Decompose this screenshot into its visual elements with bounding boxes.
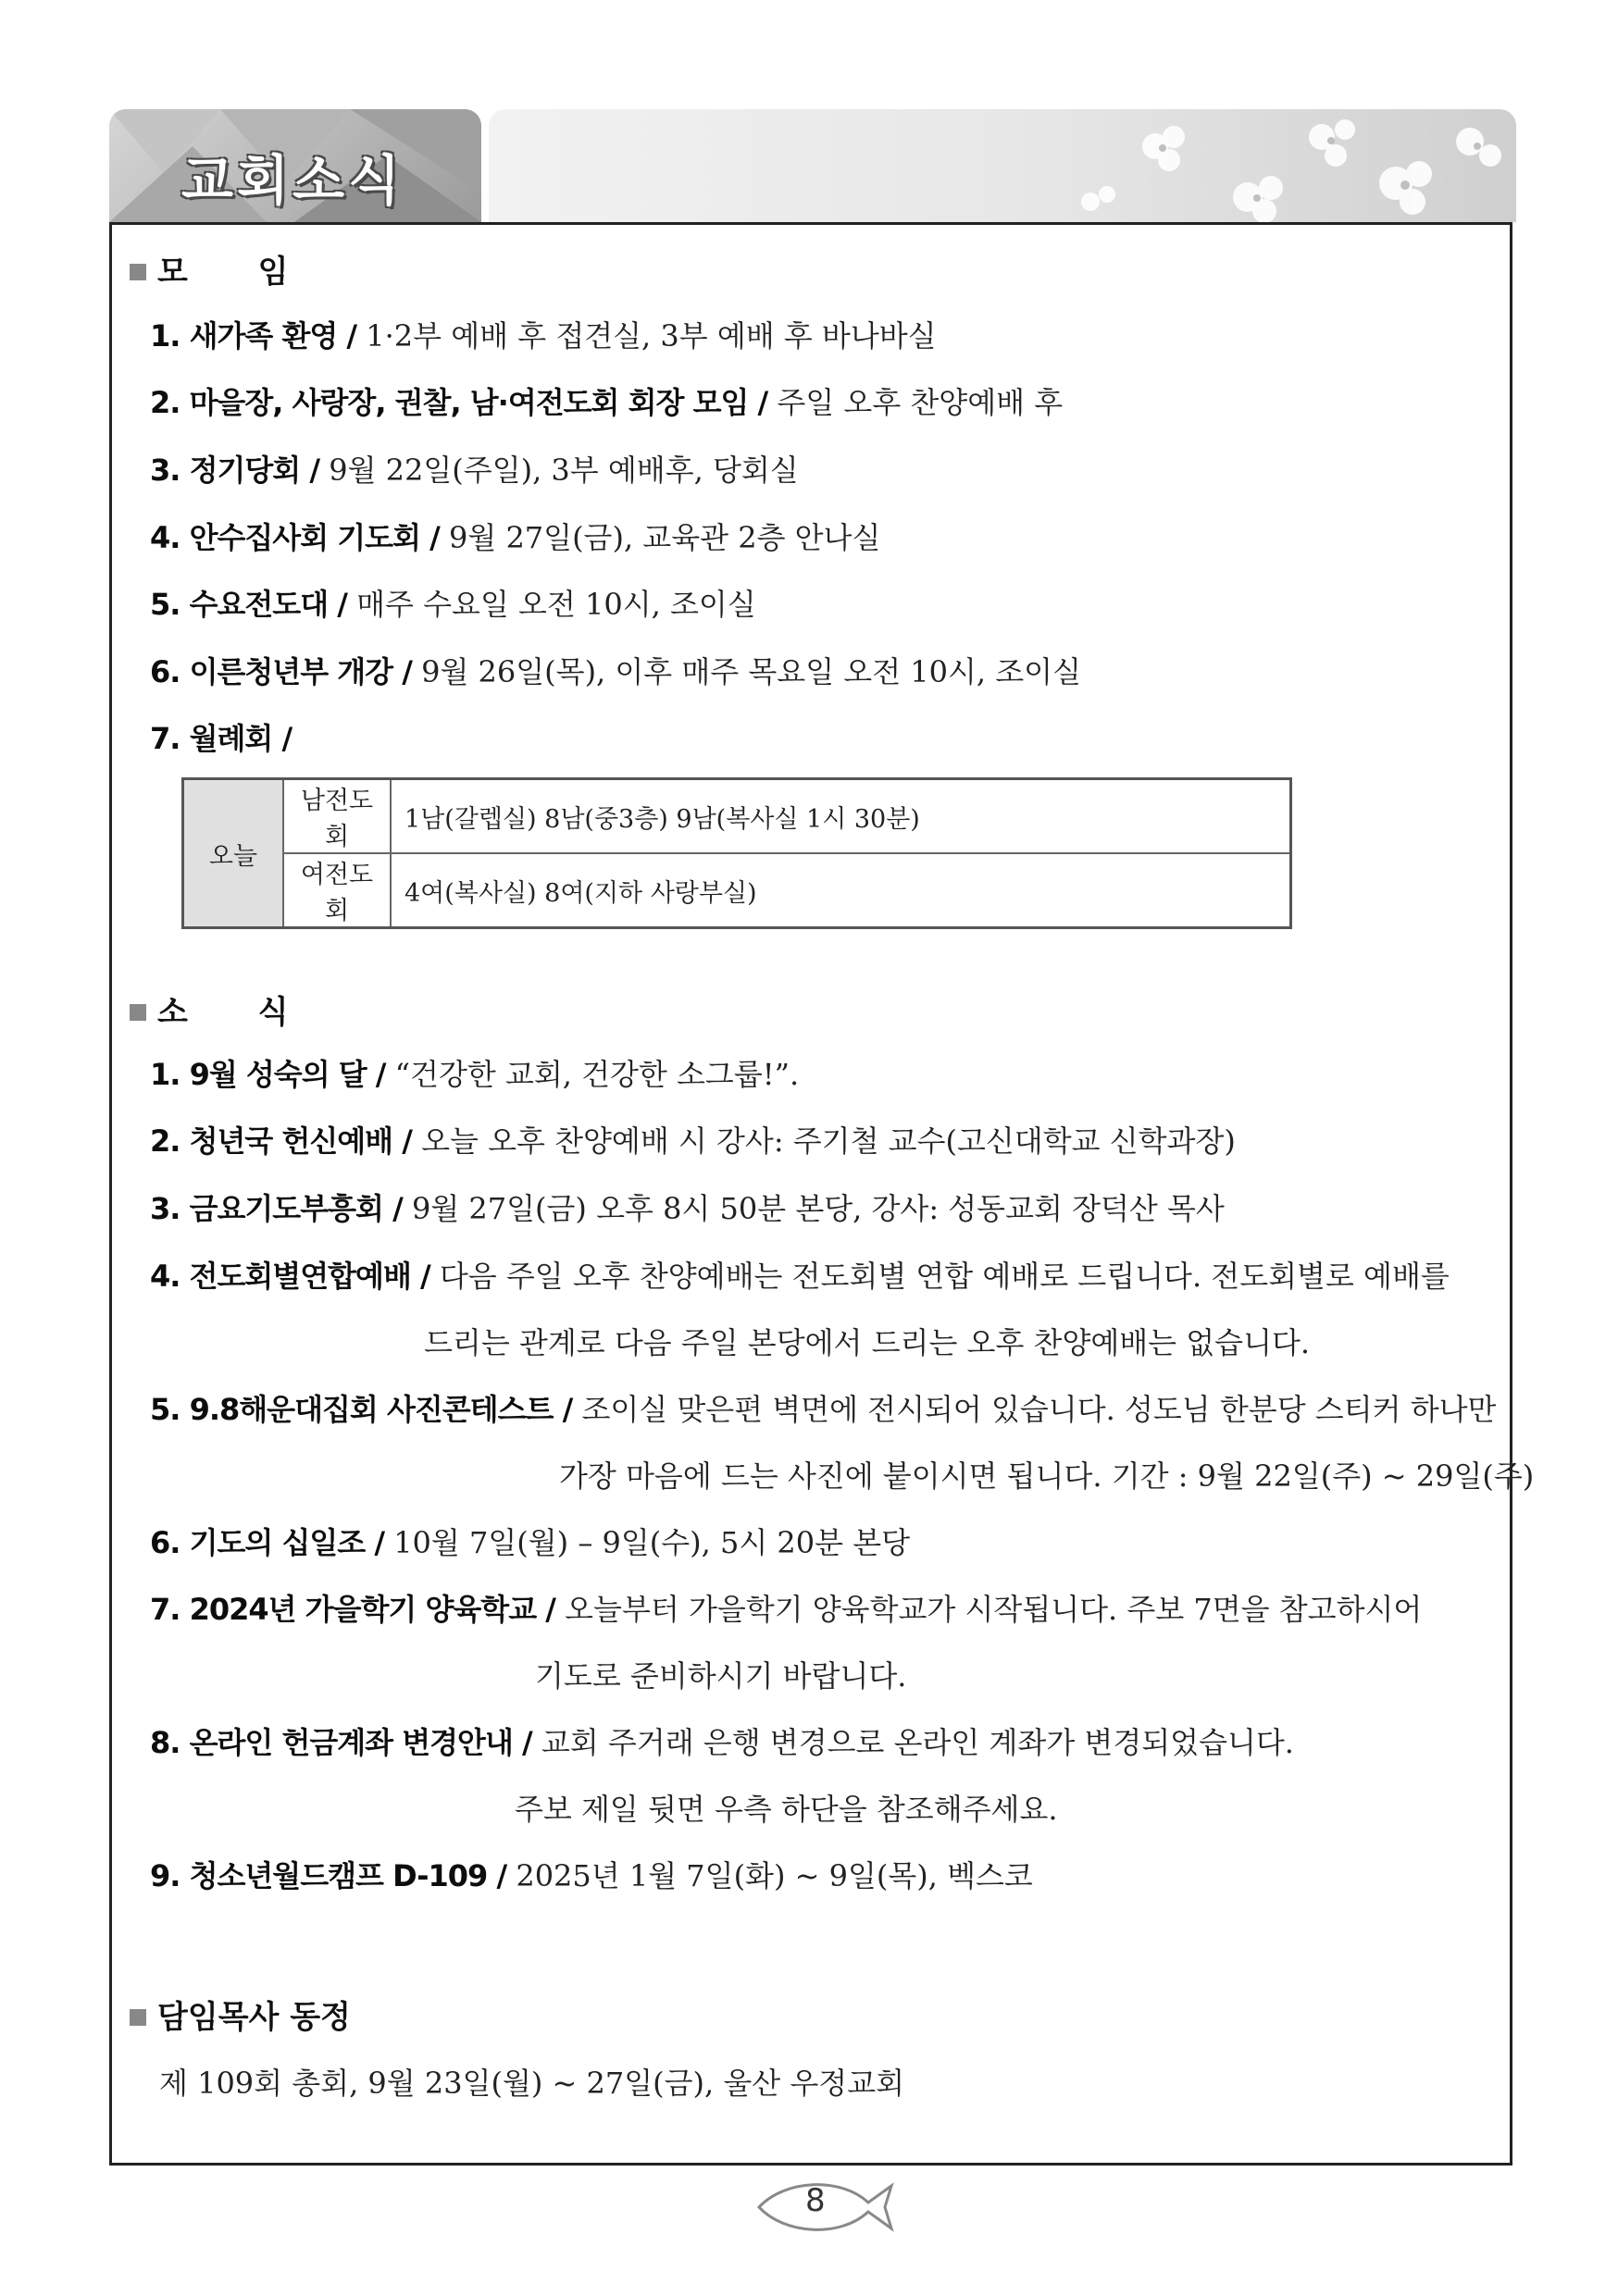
table-row bbox=[183, 853, 1291, 928]
section-heading-pastor: 담임목사 동정 bbox=[130, 1992, 351, 2037]
bullet-square-icon bbox=[130, 1004, 146, 1021]
news-item: 9. 청소년월드캠프 D-109 / 2025년 1월 7일(화) ~ 9일(목), 벡스코 bbox=[150, 1858, 1033, 1893]
meeting-item: 4. 안수집사회 기도회 / 9월 27일(금), 교육관 2층 안나실 bbox=[150, 520, 881, 555]
meeting-item: 6. 이른청년부 개강 / 9월 26일(목), 이후 매주 목요일 오전 10시, 조이실 bbox=[150, 654, 1081, 689]
meeting-item: 7. 월례회 / bbox=[150, 721, 292, 756]
page-number-badge bbox=[748, 2175, 896, 2240]
today-cell: 오늘 bbox=[183, 779, 284, 928]
monthly-meeting-table bbox=[181, 777, 1292, 929]
news-item: 6. 기도의 십일조 / 10월 7일(월) – 9일(수), 5시 20분 본당 bbox=[150, 1525, 911, 1560]
news-item-continuation: 주보 제일 뒷면 우측 하단을 참조해주세요. bbox=[515, 1792, 1058, 1827]
page-title: 교회소식 bbox=[181, 149, 404, 212]
meeting-item: 1. 새가족 환영 / 1·2부 예배 후 접견실, 3부 예배 후 바나바실 bbox=[150, 318, 937, 354]
meeting-item: 3. 정기당회 / 9월 22일(주일), 3부 예배후, 당회실 bbox=[150, 453, 799, 488]
detail-cell: 4여(복사실) 8여(지하 사랑부실) bbox=[391, 853, 1291, 928]
bullet-square-icon bbox=[130, 2009, 146, 2026]
section-heading-meetings: 모 임 bbox=[130, 246, 318, 292]
bullet-square-icon bbox=[130, 264, 146, 280]
section-heading-news: 소 식 bbox=[130, 987, 318, 1032]
group-cell: 여전도회 bbox=[283, 853, 391, 928]
blossom-decoration bbox=[489, 109, 1516, 222]
pastor-schedule: 제 109회 총회, 9월 23일(월) ~ 27일(금), 울산 우정교회 bbox=[159, 2066, 905, 2101]
detail-cell: 1남(갈렙실) 8남(중3층) 9남(복사실 1시 30분) bbox=[391, 779, 1291, 854]
group-cell: 남전도회 bbox=[283, 779, 391, 854]
news-item: 2. 청년국 헌신예배 / 오늘 오후 찬양예배 시 강사: 주기철 교수(고신대학교 신학과장) bbox=[150, 1123, 1236, 1159]
news-item: 5. 9.8해운대집회 사진콘테스트 / 조이실 맞은편 벽면에 전시되어 있습니다. 성도님 한분당 스티커 하나만 bbox=[150, 1392, 1497, 1427]
header-title-tab bbox=[109, 109, 481, 222]
header-banner bbox=[489, 109, 1516, 222]
news-item: 4. 전도회별연합예배 / 다음 주일 오후 찬양예배는 전도회별 연합 예배로 드립니다. 전도회별로 예배를 bbox=[150, 1259, 1450, 1294]
meeting-item: 2. 마을장, 사랑장, 권찰, 남·여전도회 회장 모임 / 주일 오후 찬양예배 후 bbox=[150, 385, 1064, 420]
meeting-item: 5. 수요전도대 / 매주 수요일 오전 10시, 조이실 bbox=[150, 587, 756, 622]
news-item: 1. 9월 성숙의 달 / “건강한 교회, 건강한 소그룹!”. bbox=[150, 1057, 800, 1092]
page-number: 8 bbox=[805, 2182, 826, 2219]
news-item-continuation: 기도로 준비하시기 바랍니다. bbox=[535, 1658, 907, 1694]
news-item: 7. 2024년 가을학기 양육학교 / 오늘부터 가을학기 양육학교가 시작됩니다. 주보 7면을 참고하시어 bbox=[150, 1592, 1423, 1627]
news-item-continuation: 드리는 관계로 다음 주일 본당에서 드리는 오후 찬양예배는 없습니다. bbox=[424, 1325, 1311, 1360]
news-item: 8. 온라인 헌금계좌 변경안내 / 교회 주거래 은행 변경으로 온라인 계좌가 변경되었습니다. bbox=[150, 1725, 1294, 1760]
news-item: 3. 금요기도부흥회 / 9월 27일(금) 오후 8시 50분 본당, 강사: 성동교회 장덕산 목사 bbox=[150, 1191, 1225, 1226]
news-item-continuation: 가장 마음에 드는 사진에 붙이시면 됩니다. 기간 : 9월 22일(주) ~ 29일(주) bbox=[559, 1458, 1535, 1494]
table-row bbox=[183, 779, 1291, 854]
